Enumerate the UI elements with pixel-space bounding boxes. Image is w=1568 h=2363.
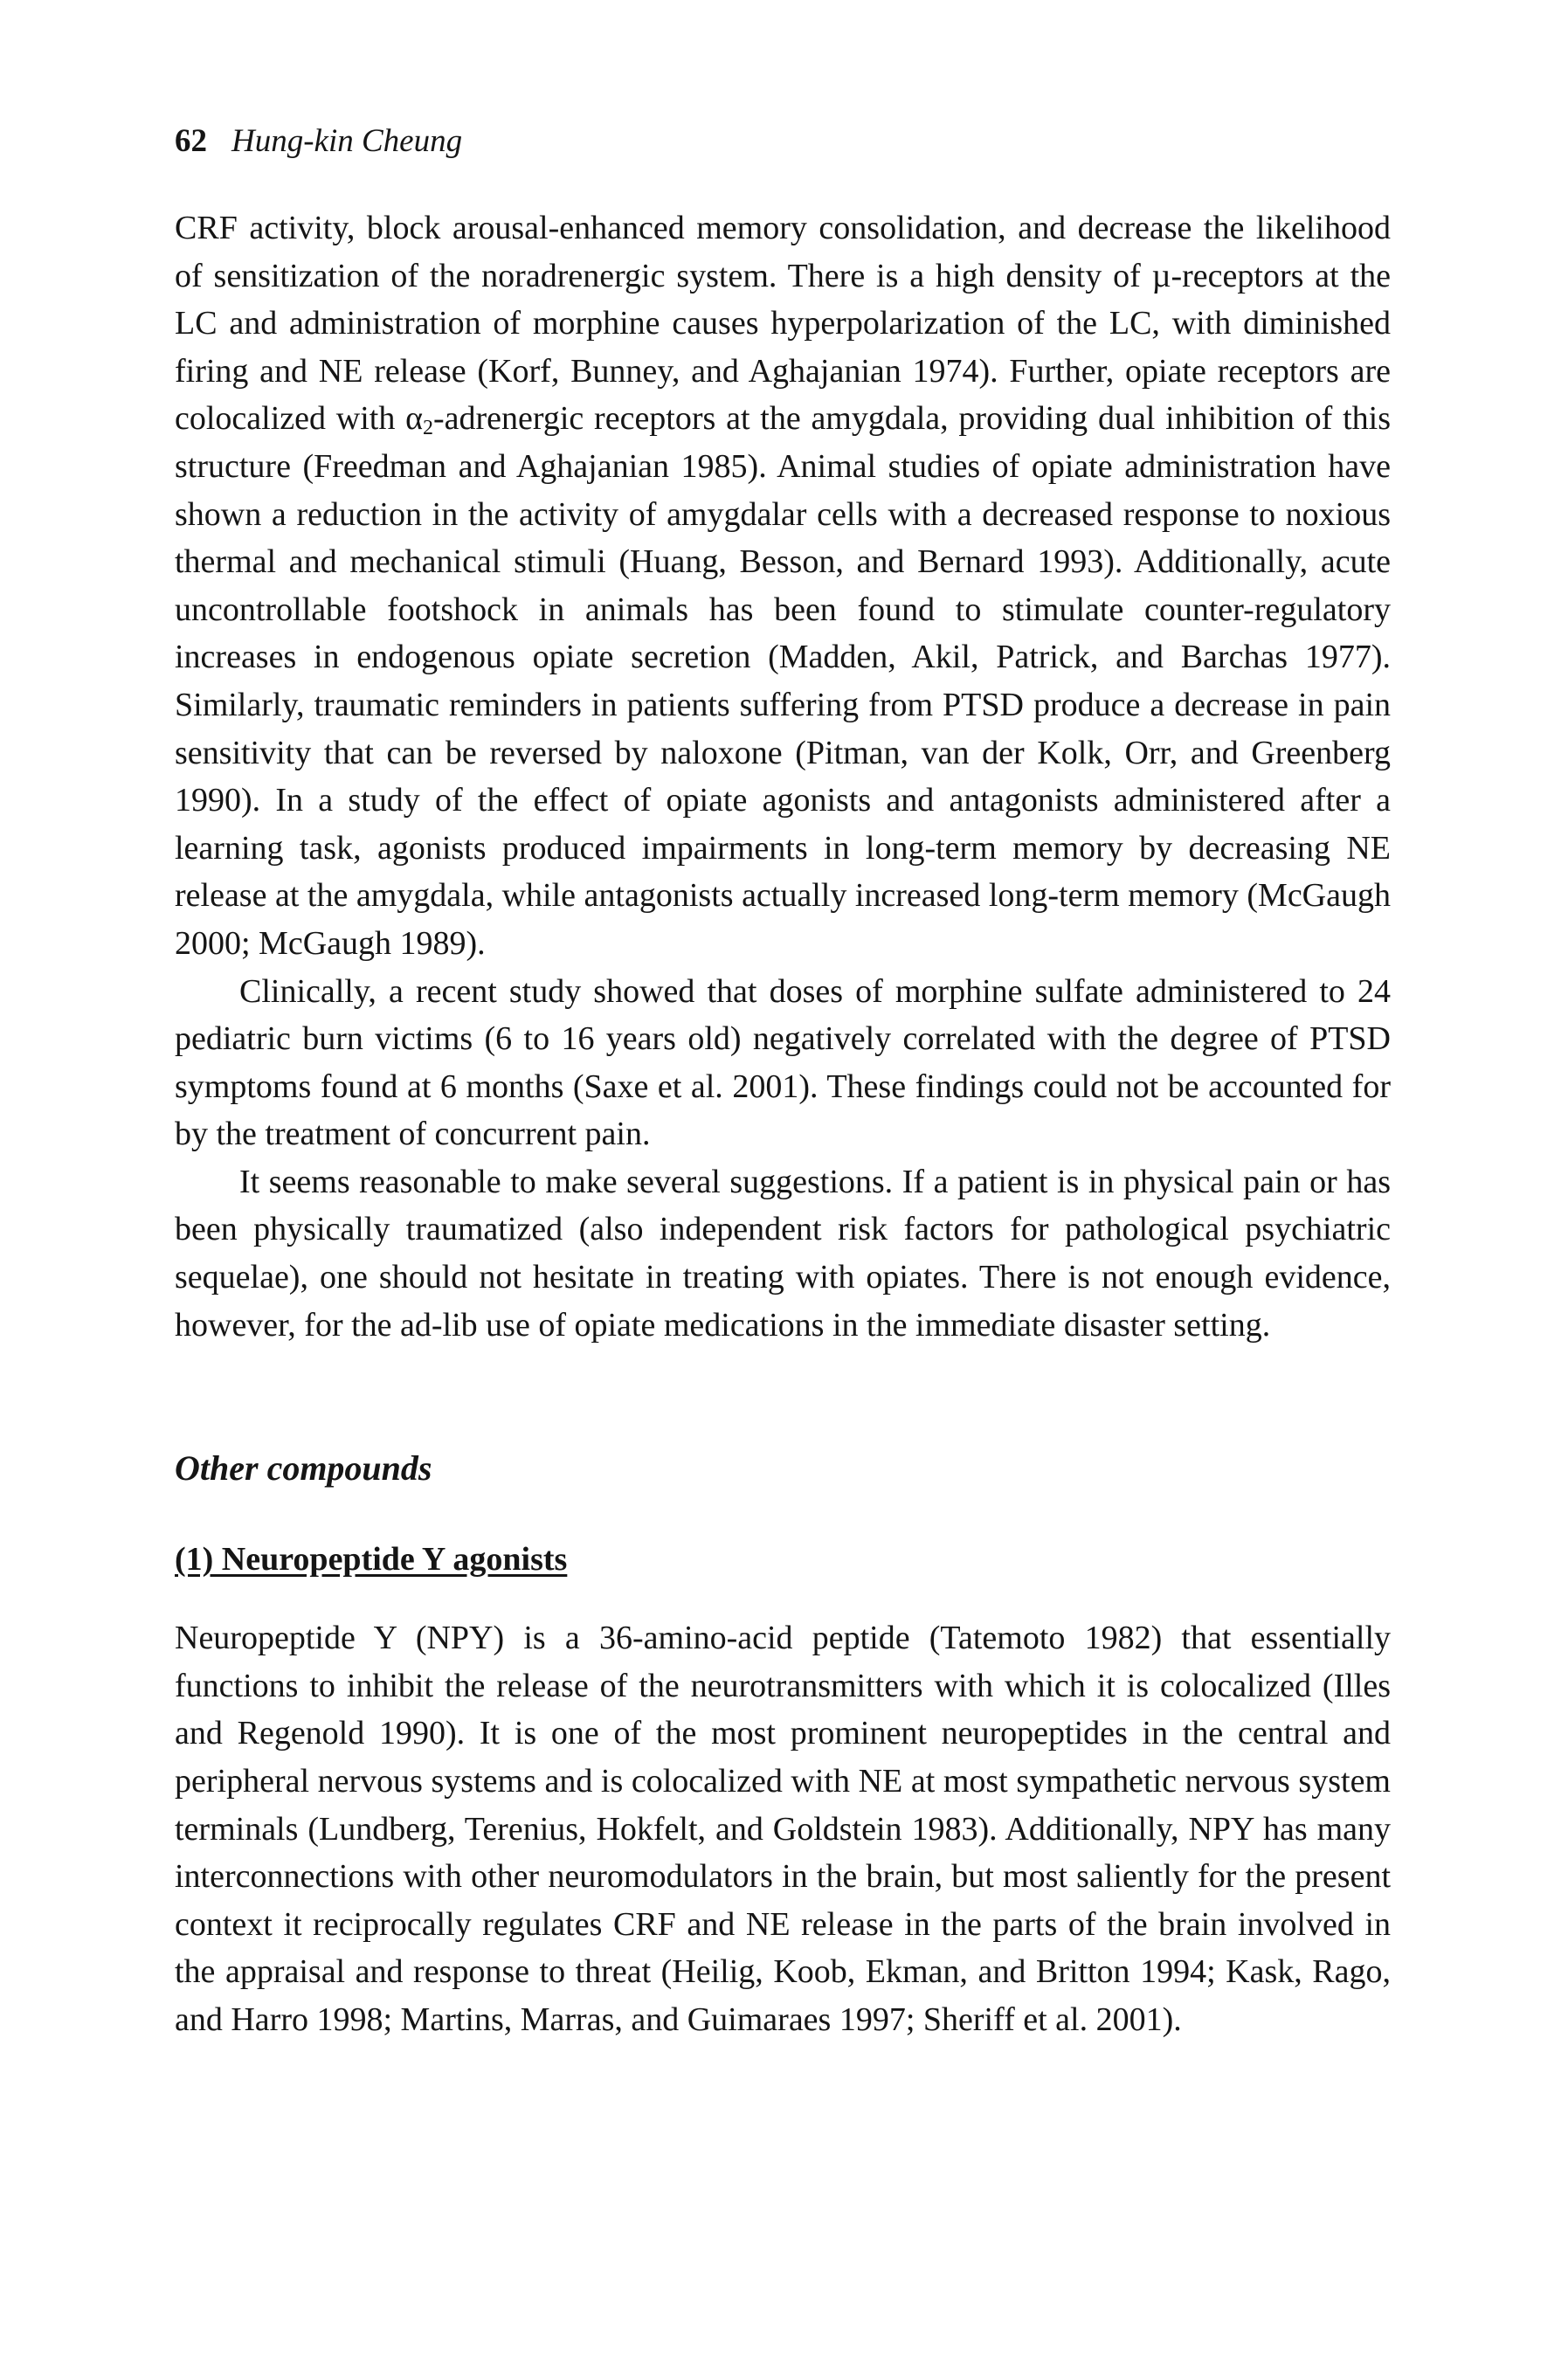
subscript-2: 2 <box>423 417 433 440</box>
paragraph-neuropeptide-y: Neuropeptide Y (NPY) is a 36-amino-acid peptide (Tatemoto 1982) that essentially functions to inhibit the release of the neurotransmitters with which it is colocalized (Illes and Regenold 1990). It is one of the most prominent neuropeptides in the central and peripheral nervous systems and is colocalized with NE at most sympathetic nervous system terminals (Lundberg, Terenius, Hokfelt, and Goldstein 1983). Additionally, NPY has many interconnections with other neuromodulators in the brain, but most saliently for the present context it reciprocally regulates CRF and NE release in the parts of the brain involved in the appraisal and response to threat (Heilig, Koob, Ekman, and Britton 1994; Kask, Rago, and Harro 1998; Martins, Marras, and Guimaraes 1997; Sheriff et al. 2001). <box>175 1620 1391 2038</box>
paragraph-suggestions: It seems reasonable to make several suggestions. If a patient is in physical pain or has been physically traumatized (also independent risk factors for pathological psychiatric sequelae), one should not hesitate in treating with opiates. There is not enough evidence, however, for the ad-lib use of opiate medications in the immediate disaster setting. <box>175 1163 1391 1344</box>
paragraph-opiate-mechanisms <box>175 204 1391 968</box>
paragraph-text-part: -adrenergic receptors at the amygdala, providing dual inhibition of this structure (Freedman and Aghajanian 1985). Animal studies of opiate administration have shown a reduction in the activity of amygdalar cells with a decreased response to noxious thermal and mechanical stimuli (Huang, Besson, and Bernard 1993). Additionally, acute uncontrollable footshock in animals has been found to stimulate counter-regulatory increases in endogenous opiate secretion (Madden, Akil, Patrick, and Barchas 1977). Similarly, traumatic reminders in patients suffering from PTSD produce a decrease in pain sensitivity that can be reversed by naloxone (Pitman, van der Kolk, Orr, and Greenberg 1990). In a study of the effect of opiate agonists and antagonists administered after a learning task, agonists produced impairments in long-term memory by decreasing NE release at the amygdala, while antagonists actually increased long-term memory (McGaugh 2000; McGaugh 1989). <box>175 400 1391 962</box>
book-page <box>175 122 1391 2044</box>
subsection-heading: (1) Neuropeptide Y agonists <box>175 1541 568 1579</box>
page-number: 62 <box>175 123 207 159</box>
running-head <box>175 122 1391 161</box>
paragraph-clinical-study: Clinically, a recent study showed that doses of morphine sulfate administered to 24 pediatric burn victims (6 to 16 years old) negatively correlated with the degree of PTSD symptoms found at 6 months (Saxe et al. 2001). These findings could not be accounted for by the treatment of concurrent pain. <box>175 972 1391 1153</box>
section-heading: Other compounds <box>175 1448 432 1489</box>
paragraph-text-part: CRF activity, block arousal-enhanced memory consolidation, and decrease the likelihood of sensitization of the noradrenergic system. There is a high density of µ-receptors at the LC and administration of morphine causes hyperpolarization of the LC, with diminished firing and NE release (Korf, Bunney, and Aghajanian 1974). Further, opiate receptors are colocalized with α <box>175 210 1391 438</box>
running-head-author: Hung-kin Cheung <box>231 123 463 159</box>
